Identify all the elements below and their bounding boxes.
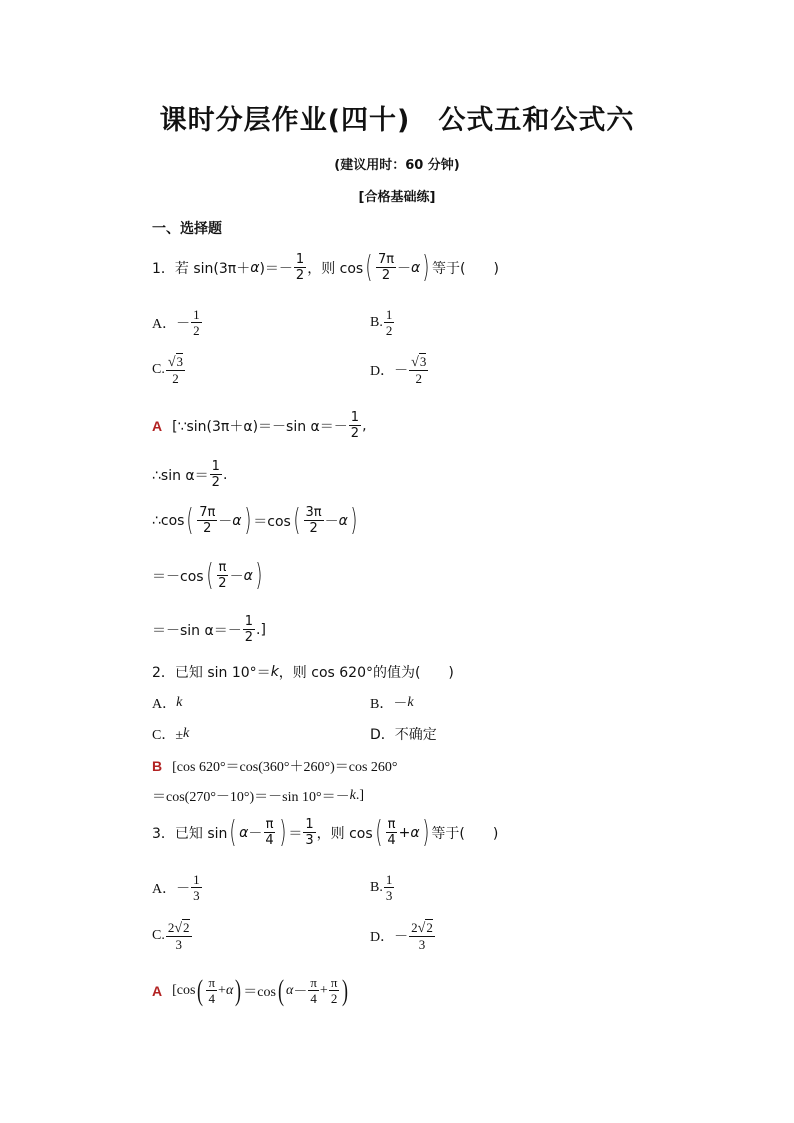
question-1-option-d: D．－ $\frac{√3}{2}$	[370, 354, 427, 386]
question-1-solution-line-1: A [∵sin(3π＋α)＝－sin α＝－ $\frac{1}{2}$ ,	[152, 410, 367, 441]
question-2-option-b: B．－ k	[370, 695, 414, 712]
page-title: 课时分层作业(四十) 公式五和公式六	[159, 105, 635, 136]
section-label: [合格基础练]	[358, 190, 436, 205]
question-3-option-a: A．－ $\frac{1}{3}$	[152, 872, 200, 903]
question-1-solution-line-5: ＝－sin α＝－ $\frac{1}{2}$ .]	[152, 614, 266, 645]
question-3-option-c: C. $\frac{2√2}{3}$	[152, 920, 190, 952]
question-1-option-c: C. $\frac{√3}{2}$	[152, 354, 184, 386]
question-2-option-c: C．± k	[152, 726, 190, 743]
question-3-stem: 3．已知 sin ( α － $\frac{\pi}{4}$ ) ＝ $\frac{1}{3}$ ，则 cos ( $\frac{\pi}{4}$ + α ) 等于( )	[152, 814, 499, 850]
time-hint: (建议用时：60 分钟)	[334, 158, 460, 173]
question-2-stem: 2．已知 sin 10°＝ k ，则 cos 620°的值为( )	[152, 664, 454, 681]
question-1-solution-line-3: ∴cos ( $\frac{7\pi}{2}$ － α ) ＝cos ( $\frac{3\pi}{2}$ － α )	[152, 502, 358, 538]
question-1-stem: 1．若 sin(3π＋ α )＝－ $\frac{1}{2}$ ，则 cos ( $\frac{7\pi}{2}$ － α ) 等于( )	[152, 249, 499, 285]
section-heading: 一、选择题	[152, 221, 222, 237]
question-3-option-d: D．－ $\frac{2√2}{3}$	[370, 920, 433, 952]
question-1-solution-line-4: ＝－cos ( $\frac{\pi}{2}$ － α )	[152, 557, 263, 593]
question-2-option-d: D．不确定	[370, 727, 437, 743]
question-1-option-b: B. $\frac{1}{2}$	[370, 307, 393, 338]
question-2-solution-line-1: B [cos 620°＝cos(360°＋260°)＝cos 260°	[152, 758, 398, 775]
question-2-solution-line-2: ＝cos(270°－10°)＝－sin 10°＝－ k .]	[152, 788, 365, 805]
question-1-solution-line-2: ∴sin α＝ $\frac{1}{2}$ .	[152, 459, 228, 490]
question-3-solution-line-1: A [cos ( $\frac{\pi}{4}$ + α ) ＝cos ( α － $\frac{\pi}{4}$ + $\frac{\pi}{2}$ )	[152, 973, 349, 1007]
answer-letter: A	[152, 982, 163, 999]
question-2-option-a: A． k	[152, 695, 183, 712]
answer-letter: A	[152, 417, 163, 434]
question-1-option-a: A．－ $\frac{1}{2}$	[152, 307, 200, 338]
answer-letter: B	[152, 758, 163, 774]
question-3-option-b: B. $\frac{1}{3}$	[370, 872, 393, 903]
